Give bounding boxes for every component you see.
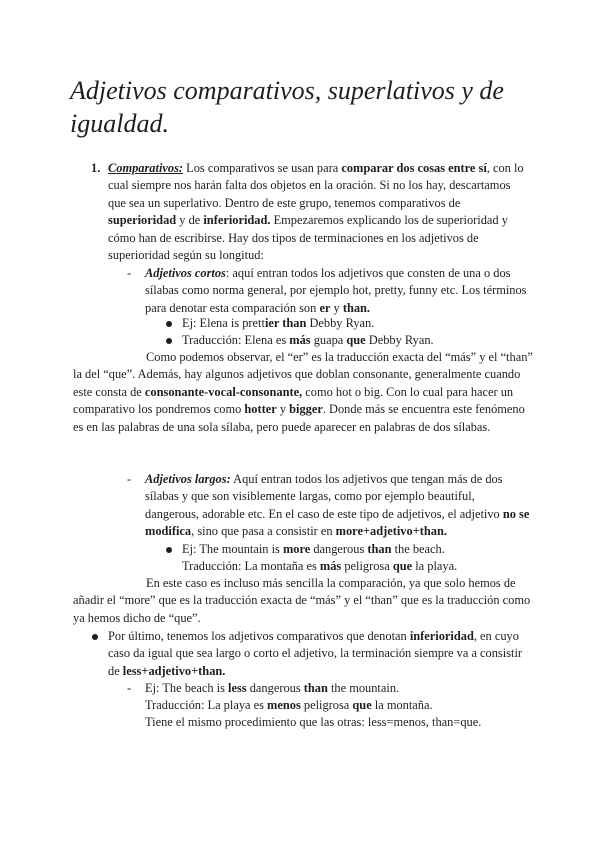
dash-marker: - (127, 472, 132, 486)
subsection-heading: Adjetivos largos: (145, 472, 231, 486)
section-comparativos-paragraph: Comparativos: Los comparativos se usan para comparar dos cosas entre sí, con lo cual siempre nos harán falta dos objetos en la oración. Si no los hay, descartamos que sea un superlativo. Dentro de este grupo, tenemos comparativos de superioridad y de inferioridad. Empezaremos explicando los de superioridad y cómo han de escribirse. Hay dos tipos de terminaciones en los adjetivos de superioridad según su longitud: (108, 161, 524, 263)
translation-sentence: Traducción: La montaña es más peligrosa que la playa. (182, 559, 458, 573)
adjetivos-cortos-paragraph: Adjetivos cortos: aquí entran todos los adjetivos que consten de una o dos sílabas como norma general, por ejemplo hot, pretty, funny etc. Los términos para denotar esta comparación son er y than. (145, 266, 527, 315)
example-sentence: Ej: The mountain is more dangerous than the beach. (182, 542, 445, 556)
document-title: Adjetivos comparativos, superlativos y de igualdad. (70, 76, 504, 138)
inferioridad-paragraph: Por último, tenemos los adjetivos comparativos que denotan inferioridad, en cuyo caso da igual que sea largo o corto el adjetivo, la terminación siempre va a consistir de less+adjetivo+than. (108, 629, 523, 678)
adjetivos-largos-paragraph: Adjetivos largos: Aquí entran todos los adjetivos que tengan más de dos sílabas y que son visiblemente largas, como por ejemplo beautiful, dangerous, adorable etc. En el caso de este tipo de adjetivos, el adjetivo no se modifica, sino que pasa a consistir en more+adjetivo+than. (145, 472, 530, 539)
cortos-explanation-paragraph: Como podemos observar, el “er” es la traducción exacta del “más” y el “than” la del “que”. Además, hay algunos adjetivos que doblan consonante, generalmente cuando este consta de consonante-vocal-consonante, como hot o big. Con lo cual para hacer un comparativo los pondremos como hotter y bigger. Donde más se encuentra este fenómeno es en las palabras de una sola sílaba, pero puede aparecer en palabras de dos sílabas. (73, 350, 533, 434)
bullet-icon (92, 634, 98, 640)
bullet-icon (166, 338, 172, 344)
subsection-heading: Adjetivos cortos (145, 266, 226, 280)
section-heading: Comparativos: (108, 161, 184, 175)
dash-marker: - (127, 681, 132, 695)
dash-marker: - (127, 266, 132, 280)
bullet-icon (166, 547, 172, 553)
translation-sentence: Traducción: Elena es más guapa que Debby Ryan. (182, 333, 434, 347)
example-sentence: Ej: The beach is less dangerous than the mountain. (145, 681, 400, 695)
list-number: 1. (91, 161, 101, 175)
example-sentence: Ej: Elena is prettier than Debby Ryan. (182, 316, 375, 330)
bullet-icon (166, 321, 172, 327)
translation-sentence: Traducción: La playa es menos peligrosa que la montaña. (145, 698, 433, 712)
closing-sentence: Tiene el mismo procedimiento que las otras: less=menos, than=que. (145, 715, 482, 729)
largos-explanation-paragraph: En este caso es incluso más sencilla la comparación, ya que solo hemos de añadir el “more” que es la traducción exacta de “más” y el “than” que es la traducción como ya hemos dicho de “que”. (73, 576, 531, 625)
